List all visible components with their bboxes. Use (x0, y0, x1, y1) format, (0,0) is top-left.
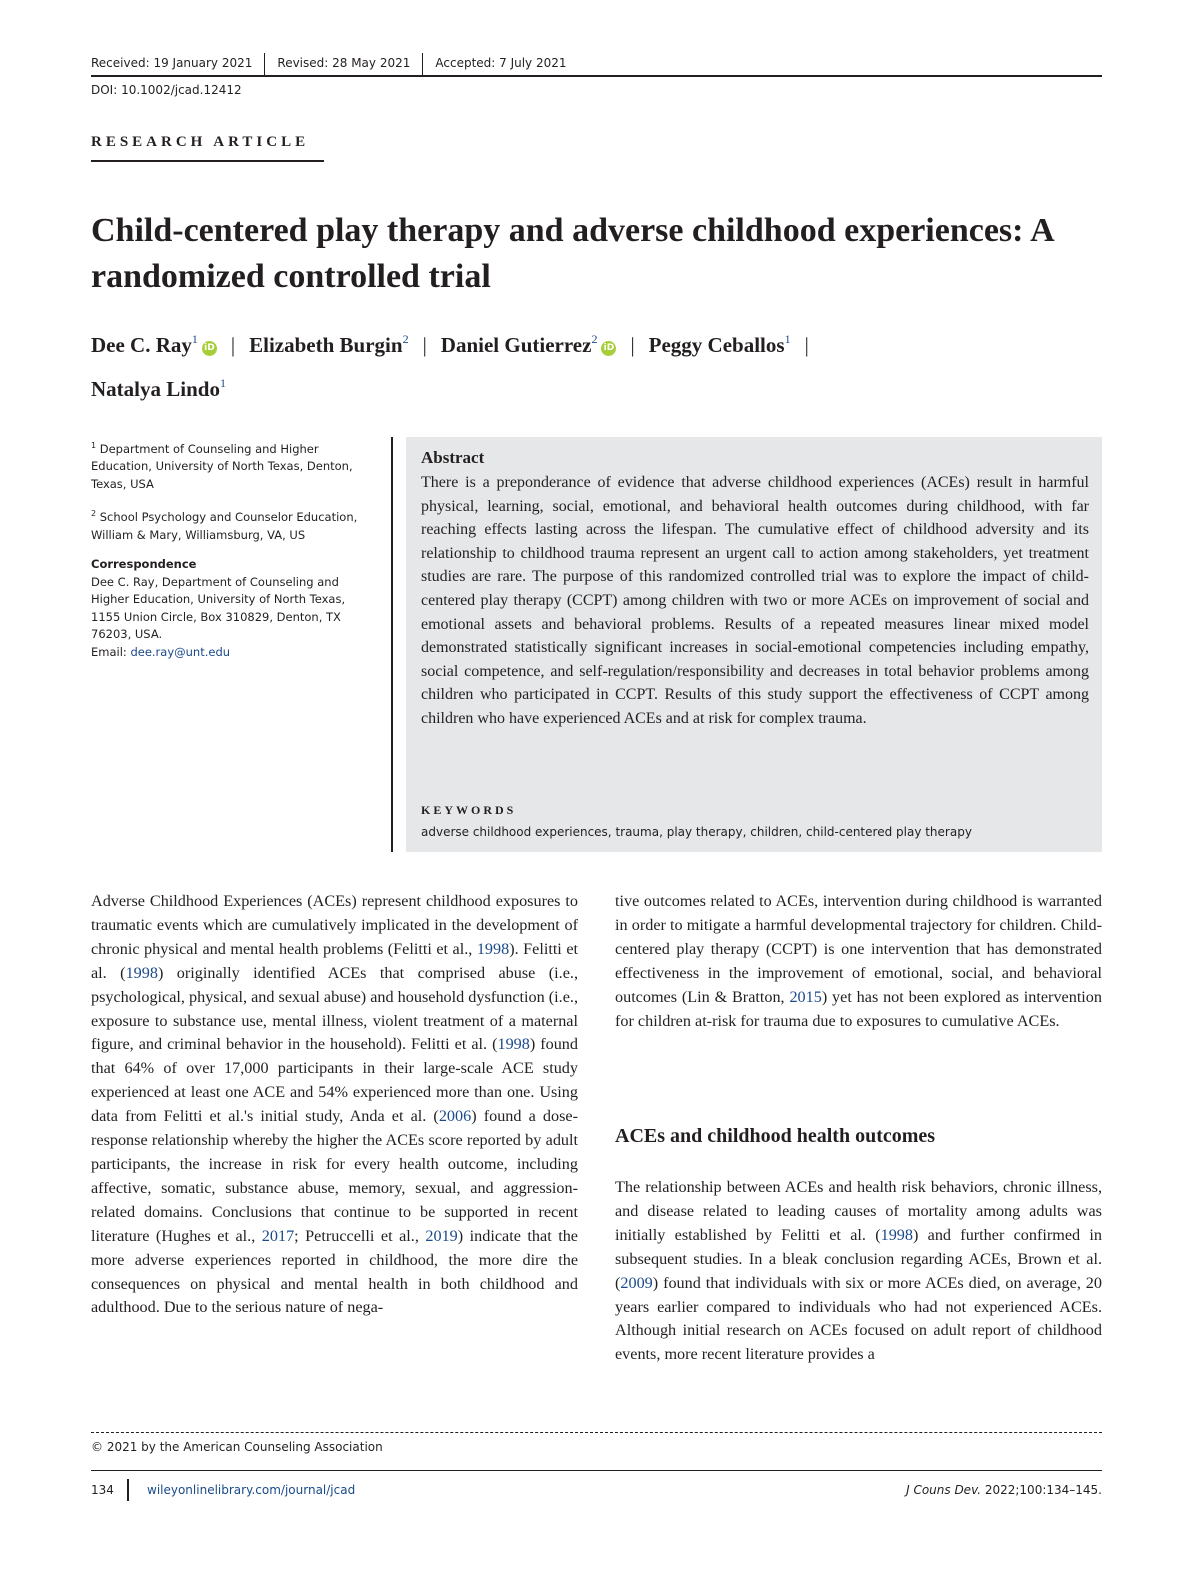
article-title: Child-centered play therapy and adverse childhood experiences: A randomized controlled trial (91, 212, 1053, 295)
footer-divider (127, 1479, 129, 1501)
reference-link[interactable]: 2009 (620, 1273, 653, 1292)
correspondence-address: Dee C. Ray, Department of Counseling and Higher Education, University of North Texas, 1155 Union Circle, Box 310829, Denton, TX 76203, USA. (91, 574, 346, 642)
article-type-rule (91, 160, 324, 162)
correspondence (91, 556, 366, 661)
copyright: © 2021 by the American Counseling Association (91, 1440, 383, 1454)
header-rule (91, 75, 1102, 77)
keywords-list: adverse childhood experiences, trauma, play therapy, children, child-centered play therapy (421, 825, 972, 839)
revised-date: Revised: 28 May 2021 (277, 56, 411, 70)
author-divider: | (422, 333, 427, 357)
footer-rule (91, 1470, 1102, 1471)
reference-link[interactable]: 2006 (438, 1107, 472, 1126)
affiliations (91, 437, 366, 673)
reference-link[interactable]: 1998 (880, 1225, 913, 1244)
reference-link[interactable]: 1998 (497, 1035, 530, 1054)
received-date: Received: 19 January 2021 (91, 56, 253, 70)
section-heading: ACEs and childhood health outcomes (615, 1125, 936, 1147)
doi[interactable]: DOI: 10.1002/jcad.12412 (91, 83, 242, 97)
footnote-rule (91, 1432, 1102, 1433)
orcid-icon[interactable]: iD (601, 341, 616, 356)
article-dates (91, 53, 1102, 75)
abstract-text: There is a preponderance of evidence that adverse childhood experiences (ACEs) result in harmful physical, learning, social, emotional, and behavioral health outcomes during childhood, with far reaching effects lasting across the lifespan. The cumulative effect of childhood adversity and its relationship to childhood trauma represent an urgent call to action among stakeholders, yet treatment studies are rare. The purpose of this randomized controlled trial was to explore the impact of child-centered play therapy (CCPT) among children with two or more ACEs on improvement of social and emotional assets and behavioral problems. Results of a repeated measures linear mixed model demonstrated statistically significant increases in social-emotional competencies including empathy, social competence, and self-regulation/responsibility and decreases in total behavior problems among children who participated in CCPT. Results of this study support the effectiveness of CCPT among children who have experienced ACEs and at risk for complex trauma. (421, 474, 1089, 727)
keywords-heading: KEYWORDS (421, 803, 517, 817)
page-number: 134 (91, 1483, 114, 1497)
accepted-date: Accepted: 7 July 2021 (435, 56, 567, 70)
abstract-heading: Abstract (421, 448, 485, 467)
author[interactable]: Elizabeth Burgin$^2$ (249, 332, 409, 357)
volume-pages: 2022;100:134–145. (984, 1483, 1102, 1497)
body-column-right-para: tive outcomes related to ACEs, intervention during childhood is warranted in order to mitigate a harmful developmental trajectory for children. Child-centered play therapy (CCPT) is one intervention that has demonstrated effectiveness in the improvement of emotional, social, and behavioral outcomes (Lin & Bratton, 2015) yet has not been explored as intervention for children at-risk for trauma due to exposures to cumulative ACEs. (615, 892, 1102, 1030)
author[interactable]: Dee C. Ray$^1$iD (91, 333, 217, 357)
date-divider (264, 53, 265, 75)
reference-link[interactable]: 1998 (125, 963, 158, 982)
reference-link[interactable]: 2017 (261, 1226, 295, 1245)
abstract-divider (391, 437, 393, 852)
author-divider: | (630, 333, 635, 357)
email-link[interactable]: dee.ray@unt.edu (130, 644, 231, 659)
reference-link[interactable]: 2019 (425, 1226, 458, 1245)
author[interactable]: Daniel Gutierrez$^2$iD (441, 333, 617, 357)
journal-link[interactable]: wileyonlinelibrary.com/journal/jcad (147, 1483, 356, 1497)
author[interactable]: Peggy Ceballos$^1$ (648, 332, 791, 357)
journal-name: J Couns Dev. (906, 1483, 982, 1497)
author-divider: | (804, 333, 809, 357)
body-column-right-para: The relationship between ACEs and health risk behaviors, chronic illness, and disease related to leading causes of mortality among adults was initially established by Felitti et al. (1998) and further confirmed in subsequent studies. In a bleak conclusion regarding ACEs, Brown et al. (2009) found that individuals with six or more ACEs died, on average, 20 years earlier compared to individuals who had not experienced ACEs. Although initial research on ACEs focused on adult report of childhood events, more recent literature provides a (615, 1178, 1103, 1364)
correspondence-heading: Correspondence (91, 557, 197, 572)
reference-link[interactable]: 2015 (789, 987, 822, 1006)
affiliation-1: $^1$ Department of Counseling and Higher Education, University of North Texas, Denton, Texas, USA (91, 441, 353, 491)
reference-link[interactable]: 1998 (476, 939, 510, 958)
author-list (91, 320, 1111, 408)
article-type: RESEARCH ARTICLE (91, 134, 310, 150)
body-column-left: Adverse Childhood Experiences (ACEs) represent childhood exposures to traumatic events which are cumulatively implicated in the development of chronic physical and mental health problems (Felitti et al., 1998). Felitti et al. (1998) originally identified ACEs that comprised abuse (i.e., psychological, physical, and sexual abuse) and household dysfunction (i.e., exposure to substance use, mental illness, violent treatment of a maternal figure, and criminal behavior in the household). Felitti et al. (1998) found that 64% of over 17,000 participants in their large-scale ACE study experienced at least one ACE and 54% experienced more than one. Using data from Felitti et al.'s initial study, Anda et al. (2006) found a dose-response relationship whereby the higher the ACEs score reported by adult participants, the increase in risk for every health outcome, including affective, somatic, substance abuse, memory, sexual, and aggression-related domains. Conclusions that continue to be supported in recent literature (Hughes et al., 2017; Petruccelli et al., 2019) indicate that the more adverse experiences reported in childhood, the more dire the consequences on physical and mental health in both childhood and adulthood. Due to the serious nature of nega- (91, 892, 578, 1317)
orcid-icon[interactable]: iD (202, 341, 217, 356)
author-divider: | (230, 333, 236, 357)
author[interactable]: Natalya Lindo$^1$ (91, 376, 226, 401)
citation (906, 1483, 1102, 1497)
affiliation-2: $^2$ School Psychology and Counselor Education, William & Mary, Williamsburg, VA, US (91, 509, 358, 542)
email-label: Email: (91, 644, 131, 659)
date-divider (422, 53, 423, 75)
